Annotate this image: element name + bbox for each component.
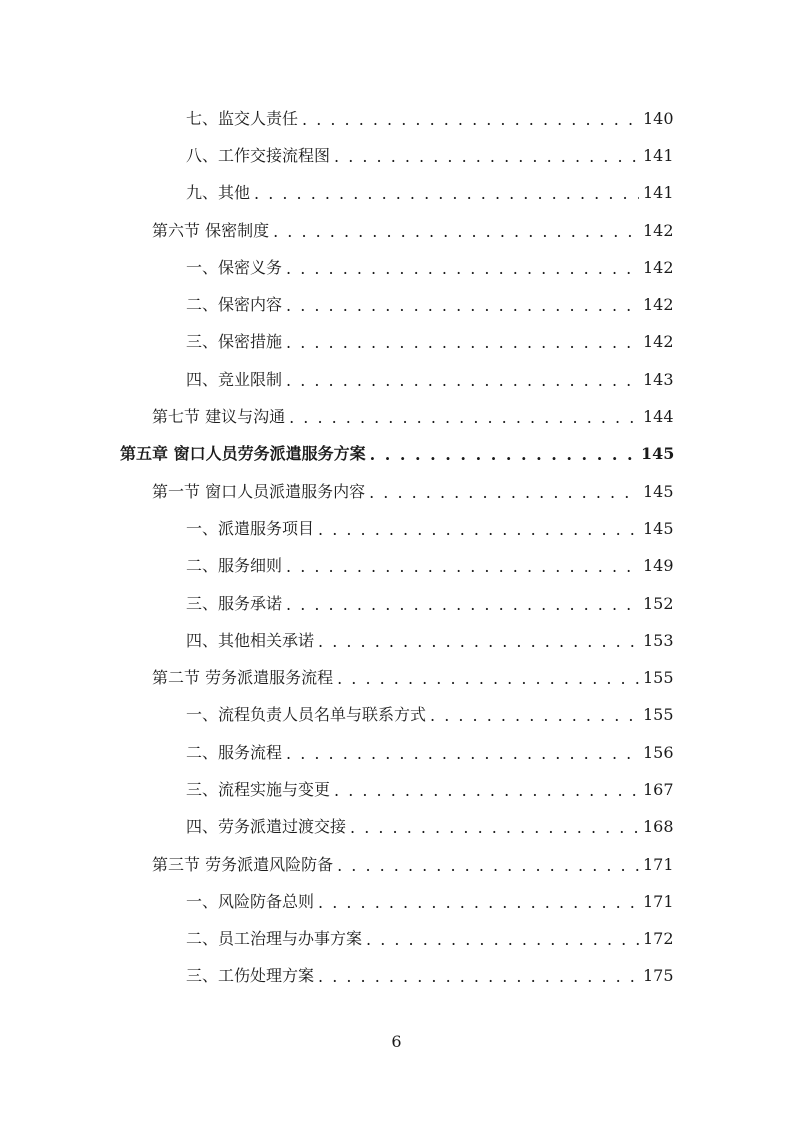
toc-dot-leader: [286, 369, 639, 391]
toc-entry-page: 142: [643, 220, 674, 240]
toc-entry-page: 143: [643, 369, 674, 389]
toc-entry-label: 二、服务细则: [186, 556, 283, 576]
toc-entry[interactable]: [0, 548, 793, 585]
toc-dot-leader: [318, 965, 639, 987]
toc-entry-label: 七、监交人责任: [186, 108, 299, 128]
toc-entry[interactable]: [0, 212, 793, 249]
toc-entry[interactable]: [0, 958, 793, 995]
toc-entry-label: 二、服务流程: [186, 742, 283, 762]
toc-dot-leader: [286, 593, 639, 615]
toc-entry-page: 153: [643, 630, 674, 650]
toc-dot-leader: [334, 779, 639, 801]
toc-dot-leader: [254, 182, 639, 204]
toc-entry[interactable]: [0, 510, 793, 547]
toc-entry-page: 149: [643, 556, 674, 576]
toc-entry[interactable]: [0, 361, 793, 398]
toc-entry[interactable]: [0, 771, 793, 808]
toc-entry-page: 145: [643, 518, 674, 538]
toc-entry-page: 142: [643, 257, 674, 277]
toc-entry[interactable]: [0, 286, 793, 323]
toc-dot-leader: [366, 928, 639, 950]
toc-entry[interactable]: [0, 921, 793, 958]
toc-entry-label: 二、保密内容: [186, 295, 283, 315]
toc-entry-label: 三、服务承诺: [186, 593, 283, 613]
toc-entry-label: 九、其他: [186, 183, 251, 203]
toc-entry[interactable]: [0, 734, 793, 771]
toc-entry-label: 一、保密义务: [186, 257, 283, 277]
toc-entry-page: 142: [643, 332, 674, 352]
toc-dot-leader: [369, 481, 639, 503]
toc-dot-leader: [318, 518, 639, 540]
toc-entry-label: 四、劳务派遣过渡交接: [186, 817, 347, 837]
toc-entry-label: 二、员工治理与办事方案: [186, 929, 363, 949]
toc-dot-leader: [334, 145, 639, 167]
toc-dot-leader: [289, 406, 639, 428]
toc-entry-label: 八、工作交接流程图: [186, 145, 331, 165]
toc-dot-leader: [337, 854, 639, 876]
toc-entry-page: 145: [643, 481, 674, 501]
toc-entry-page: 144: [643, 407, 674, 427]
toc-entry-label: 三、工伤处理方案: [186, 966, 315, 986]
toc-dot-leader: [286, 294, 639, 316]
toc-entry-page: 142: [643, 295, 674, 315]
toc-entry-label: 第一节 窗口人员派遣服务内容: [152, 481, 366, 501]
toc-dot-leader: [286, 555, 639, 577]
toc-entry-label: 第五章 窗口人员劳务派遣服务方案: [120, 444, 366, 464]
toc-entry[interactable]: [0, 622, 793, 659]
toc-entry-label: 第二节 劳务派遣服务流程: [152, 668, 334, 688]
toc-dot-leader: [302, 108, 639, 130]
toc-entry[interactable]: [0, 846, 793, 883]
toc-entry-page: 171: [643, 854, 674, 874]
toc-entry[interactable]: [0, 100, 793, 137]
toc-entry-page: 155: [643, 668, 674, 688]
toc-entry-page: 175: [643, 966, 674, 986]
toc-entry-label: 第六节 保密制度: [152, 220, 270, 240]
toc-entry-page: 141: [643, 145, 674, 165]
toc-entry-label: 第七节 建议与沟通: [152, 407, 286, 427]
toc-dot-leader: [337, 667, 639, 689]
toc-dot-leader: [273, 220, 639, 242]
toc-entry[interactable]: [0, 324, 793, 361]
toc-entry[interactable]: [0, 398, 793, 435]
toc-entry-page: 155: [643, 705, 674, 725]
toc-entry-label: 四、竞业限制: [186, 369, 283, 389]
toc-entry-label: 四、其他相关承诺: [186, 630, 315, 650]
table-of-contents: [0, 100, 793, 995]
toc-entry-label: 一、流程负责人员名单与联系方式: [186, 705, 427, 725]
toc-entry-page: 141: [643, 183, 674, 203]
toc-entry-label: 一、派遣服务项目: [186, 518, 315, 538]
toc-dot-leader: [350, 816, 639, 838]
toc-entry-page: 140: [643, 108, 674, 128]
toc-entry[interactable]: [0, 137, 793, 174]
toc-entry[interactable]: [0, 659, 793, 696]
toc-entry-page: 145: [641, 444, 675, 464]
toc-dot-leader: [370, 443, 637, 465]
toc-entry[interactable]: [0, 697, 793, 734]
toc-dot-leader: [318, 630, 639, 652]
toc-entry[interactable]: [0, 473, 793, 510]
toc-entry-page: 171: [643, 891, 674, 911]
toc-dot-leader: [286, 742, 639, 764]
toc-entry-label: 第三节 劳务派遣风险防备: [152, 854, 334, 874]
toc-entry[interactable]: [0, 585, 793, 622]
toc-entry[interactable]: [0, 883, 793, 920]
toc-entry-page: 152: [643, 593, 674, 613]
toc-entry[interactable]: [0, 175, 793, 212]
toc-entry-label: 三、保密措施: [186, 332, 283, 352]
toc-entry-page: 167: [643, 779, 674, 799]
page-number: 6: [391, 1032, 402, 1051]
toc-entry-page: 156: [643, 742, 674, 762]
toc-dot-leader: [318, 891, 639, 913]
toc-dot-leader: [430, 704, 639, 726]
toc-entry-page: 168: [643, 817, 674, 837]
toc-entry[interactable]: [0, 249, 793, 286]
toc-entry-page: 172: [643, 929, 674, 949]
toc-dot-leader: [286, 331, 639, 353]
toc-dot-leader: [286, 257, 639, 279]
toc-entry[interactable]: [0, 809, 793, 846]
toc-entry[interactable]: [0, 436, 793, 473]
toc-entry-label: 三、流程实施与变更: [186, 779, 331, 799]
toc-entry-label: 一、风险防备总则: [186, 891, 315, 911]
